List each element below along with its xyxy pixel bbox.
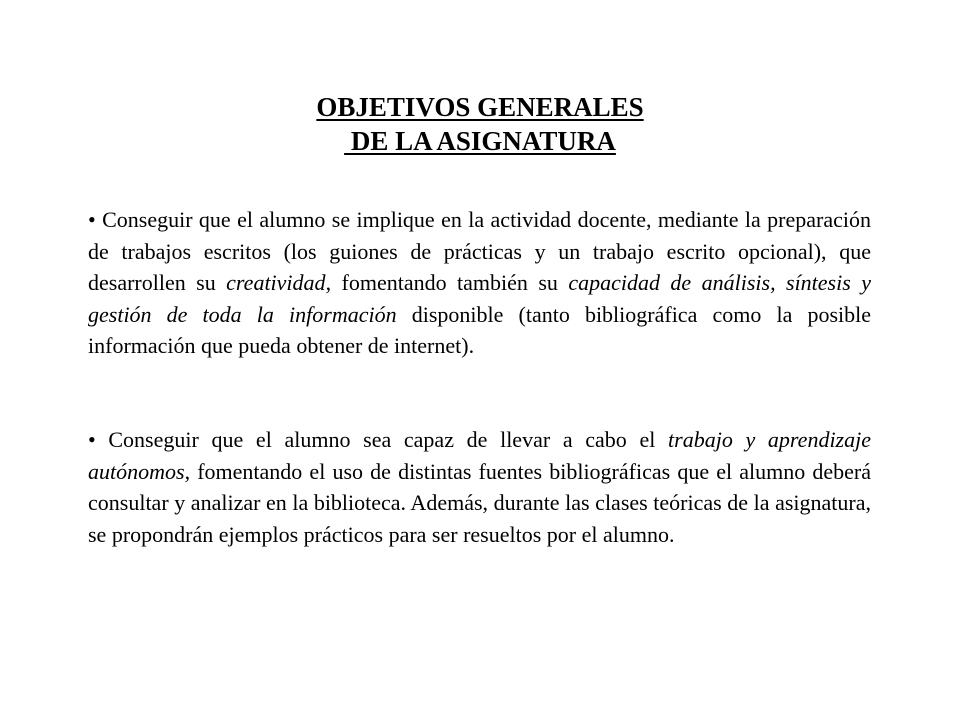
paragraph-text: Conseguir que el alumno se implique en la actividad docente, mediante la preparación de trabajos escritos (los guiones de prácticas y un trabajo escrito opcional), que desarrollen su (88, 207, 871, 295)
paragraph-text: , fomentando también su (325, 270, 569, 295)
paragraph-text: Conseguir que el alumno sea capaz de llevar a cabo el (95, 427, 669, 452)
title-line-1: OBJETIVOS GENERALES (316, 92, 644, 122)
title-line-2: DE LA ASIGNATURA (344, 126, 616, 156)
paragraph-text: disponible (tanto bibliográfica como la posible información que pueda obtener de internet). (88, 301, 872, 358)
emphasis-text: creatividad (226, 270, 326, 295)
objective-paragraph-2 (88, 424, 871, 550)
bullet: • (88, 207, 96, 232)
paragraph-text: , fomentando el uso de distintas fuentes bibliográficas que el alumno deberá consultar y analizar en la biblioteca. Además, durante las clases teóricas de la asignatura, se propondrán ejemplos prácticos para ser resueltos por el alumno. (88, 458, 871, 547)
emphasis-text: trabajo y aprendizaje autónomos (88, 427, 871, 484)
page-title (0, 90, 960, 158)
emphasis-text: capacidad de análisis, síntesis y gestión de toda la información (88, 270, 871, 327)
bullet: • (88, 427, 96, 452)
objective-paragraph-1 (88, 204, 871, 362)
